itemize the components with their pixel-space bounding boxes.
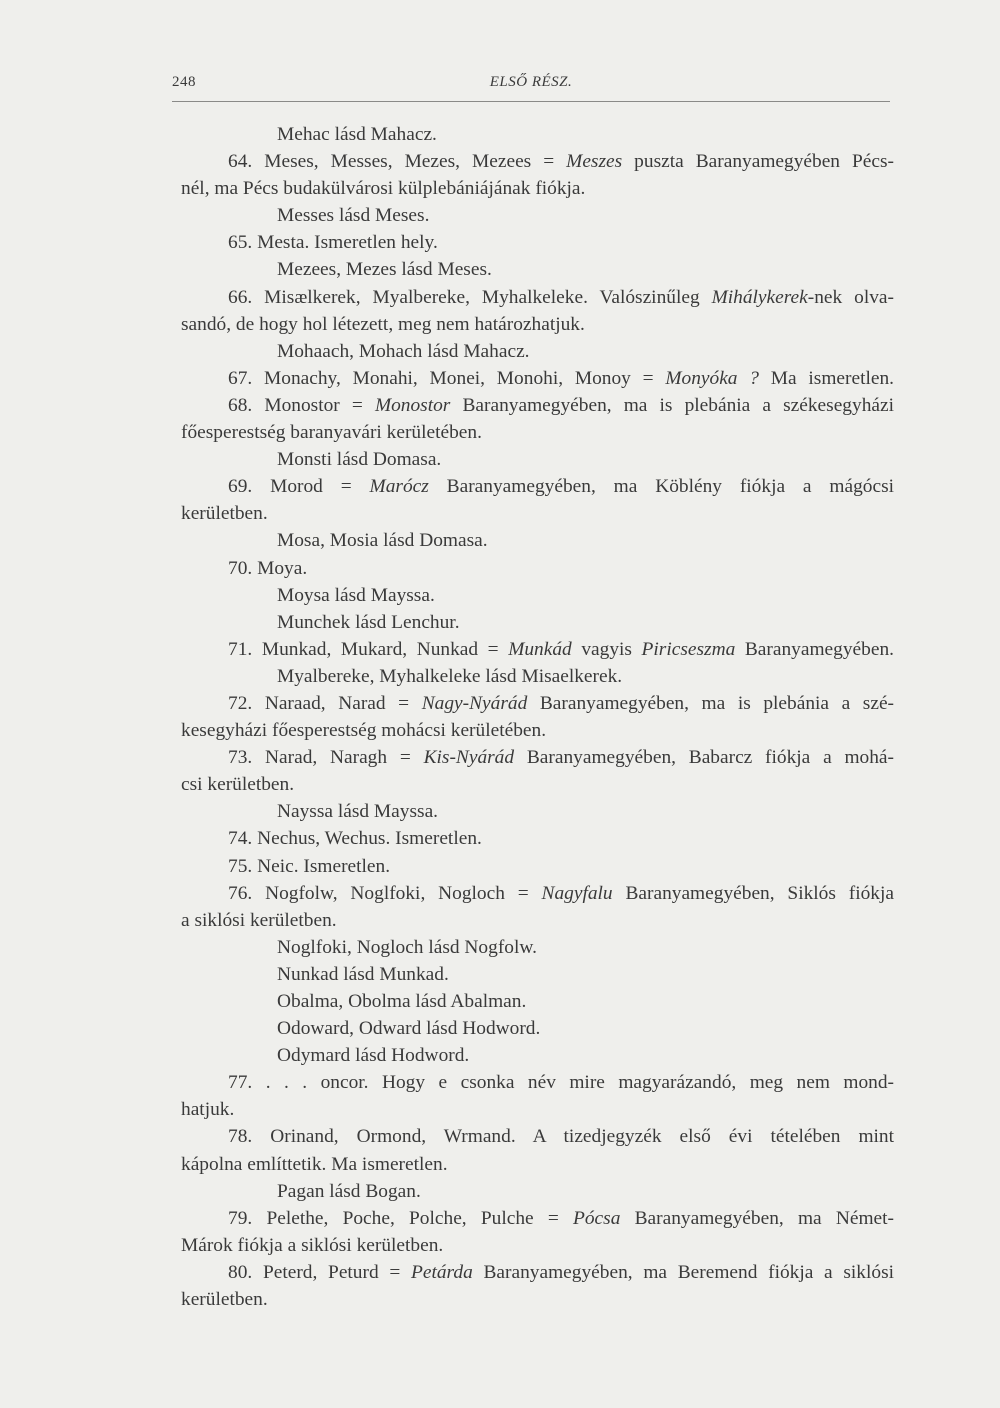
entry-69: 69. Morod = Marócz Baranyamegyében, ma Köblény fiókja a mágócsi: [228, 476, 894, 498]
entry-80: 80. Peterd, Peturd = Petárda Baranyamegyében, ma Beremend fiókja a siklósi: [228, 1261, 894, 1283]
entry-68-cont: főesperestség baranyavári kerületében.: [181, 422, 482, 444]
cross-reference: Messes lásd Meses.: [277, 205, 430, 227]
cross-reference: Nunkad lásd Munkad.: [277, 963, 449, 985]
entry-65: 65. Mesta. Ismeretlen hely.: [228, 232, 438, 254]
cross-reference: Pagan lásd Bogan.: [277, 1180, 421, 1202]
entry-79: 79. Pelethe, Poche, Polche, Pulche = Pócsa Baranyamegyében, ma Német-: [228, 1207, 894, 1229]
entry-77: 77. . . . oncor. Hogy e csonka név mire magyarázandó, meg nem mond-: [228, 1072, 894, 1094]
cross-reference: Mehac lásd Mahacz.: [277, 124, 437, 145]
entry-67: 67. Monachy, Monahi, Monei, Monohi, Monoy = Monyóka ? Ma ismeretlen.: [228, 367, 894, 389]
cross-reference: Mosa, Mosia lásd Domasa.: [277, 530, 488, 552]
entry-64-cont: nél, ma Pécs budakülvárosi külplebániájának fiókja.: [181, 178, 586, 200]
entry-76-cont: a siklósi kerületben.: [181, 909, 337, 931]
entry-list: [181, 121, 894, 1313]
entry-71: 71. Munkad, Mukard, Nunkad = Munkád vagyis Piricseszma Baranyamegyében.: [228, 638, 894, 660]
entry-74: 74. Nechus, Wechus. Ismeretlen.: [228, 828, 482, 850]
entry-79-cont: Márok fiókja a siklósi kerületben.: [181, 1234, 444, 1256]
entry-77-cont: hatjuk.: [181, 1099, 235, 1121]
entry-78: 78. Orinand, Ormond, Wrmand. A tizedjegyzék első évi tételében mint: [228, 1126, 894, 1148]
running-head: [172, 74, 890, 98]
entry-64: 64. Meses, Messes, Mezes, Mezees = Meszes puszta Baranyamegyében Pécs-: [228, 151, 894, 173]
entry-75: 75. Neic. Ismeretlen.: [228, 855, 391, 877]
entry-73: 73. Narad, Naragh = Kis-Nyárád Baranyamegyében, Babarcz fiókja a mohá-: [228, 747, 894, 769]
header-rule: [172, 101, 890, 102]
entry-72: 72. Naraad, Narad = Nagy-Nyárád Baranyamegyében, ma is plebánia a szé-: [228, 692, 894, 714]
entry-80-cont: kerületben.: [181, 1289, 268, 1311]
entry-70: 70. Moya.: [228, 557, 308, 579]
running-title: ELSŐ RÉSZ.: [489, 74, 573, 90]
cross-reference: Munchek lásd Lenchur.: [277, 611, 460, 633]
cross-reference: Nayssa lásd Mayssa.: [277, 801, 439, 823]
cross-reference: Odymard lásd Hodword.: [277, 1045, 470, 1067]
cross-reference: Mezees, Mezes lásd Meses.: [277, 259, 492, 281]
entry-72-cont: kesegyházi főesperestség mohácsi kerületében.: [181, 720, 547, 742]
cross-reference: Odoward, Odward lásd Hodword.: [277, 1018, 541, 1040]
cross-reference: Myalbereke, Myhalkeleke lásd Misaelkerek.: [277, 665, 623, 687]
cross-reference: Mohaach, Mohach lásd Mahacz.: [277, 340, 530, 362]
entry-66: 66. Misælkerek, Myalbereke, Myhalkeleke. Valószinűleg Mihálykerek-nek olva-: [228, 286, 894, 308]
cross-reference: Noglfoki, Nogloch lásd Nogfolw.: [277, 936, 537, 958]
entry-73-cont: csi kerületben.: [181, 774, 295, 796]
cross-reference: Moysa lásd Mayssa.: [277, 584, 435, 606]
entry-76: 76. Nogfolw, Noglfoki, Nogloch = Nagyfalu Baranyamegyében, Siklós fiókja: [228, 882, 894, 904]
cross-reference: Monsti lásd Domasa.: [277, 449, 442, 471]
entry-78-cont: kápolna említtetik. Ma ismeretlen.: [181, 1153, 448, 1175]
entry-68: 68. Monostor = Monostor Baranyamegyében, ma is plebánia a székesegyházi: [228, 394, 894, 416]
entry-69-cont: kerületben.: [181, 503, 268, 525]
cross-reference: Obalma, Obolma lásd Abalman.: [277, 991, 527, 1012]
entry-66-cont: sandó, de hogy hol létezett, meg nem határozhatjuk.: [181, 313, 585, 335]
page-number: 248: [172, 74, 196, 90]
